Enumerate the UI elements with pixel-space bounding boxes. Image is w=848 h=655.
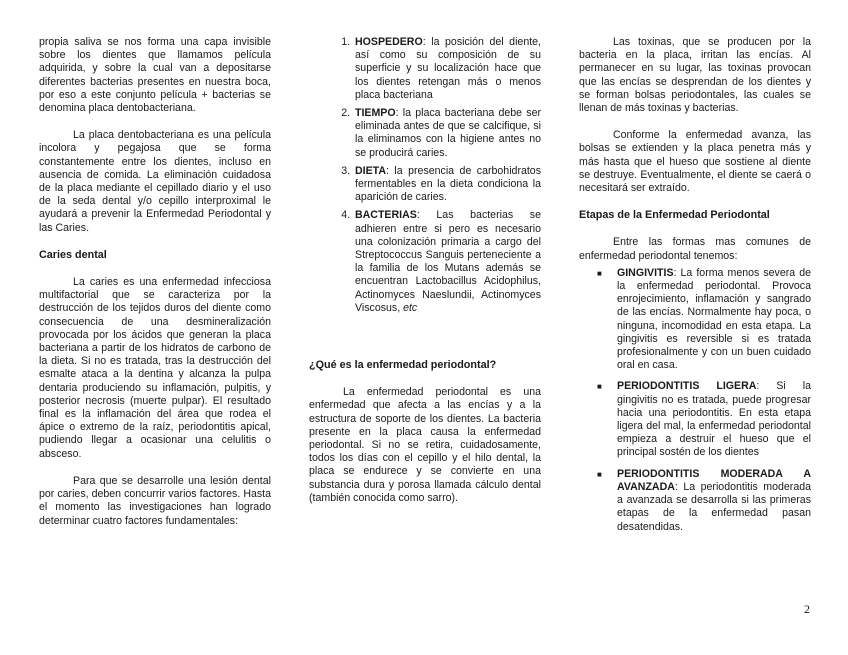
stage-term: PERIODONTITIS LIGERA bbox=[617, 380, 757, 393]
square-bullet-icon: ■ bbox=[597, 469, 602, 479]
list-item-periodontitis-moderada bbox=[597, 467, 811, 534]
column-right bbox=[579, 36, 811, 542]
list-item-hospedero bbox=[353, 36, 541, 102]
paragraph-caries: La caries es una enfermedad infecciosa multifactorial que se caracteriza por la destrucción de los tejidos duros del diente como consecuencia de una desmineralización provocada por los ácidos que generan la placa bacteriana a partir de los hidratos de carbono de la dieta. Si no es tratada, tras la destrucción del esmalte ataca a la dentina y alcanza la pulpa dentaria produciendo su inflamación, pulpitis, y posterior necrosis (muerte pulpar). El resultado final es la inflamación del área que rodea el ápice o extremo de la raíz, periodontitis apical, pudiendo llegar a ocasionar una celulitis o absceso. bbox=[39, 276, 271, 460]
factor-text: : la presencia de carbohidratos fermentables en la dieta condiciona la aparición de caries. bbox=[355, 164, 541, 204]
stage-text: : La forma menos severa de la enfermedad periodontal. Provoca enrojecimiento, inflamación y sangrado de las encías. Normalmente hay poca, o ninguna, incomodidad en esta etapa. La gingivitis es reversible si es tratada profesionalmente y con un buen cuidado oral en casa. bbox=[617, 266, 811, 372]
stage-term: PERIODONTITIS MODERADA A AVANZADA bbox=[617, 467, 811, 493]
factor-text: : la placa bacteriana debe ser eliminada antes de que se calcifique, si la eliminamos con la higiene antes no se producirá caries. bbox=[355, 107, 541, 159]
paragraph-pelicula: propia saliva se nos forma una capa invisible sobre los dientes que llamamos película adquirida, y sobre la cual van a depositarse diferentes bacterias presentes en nuestra boca, por eso a este conjunto película + bacterias se denomina placa dentobacteriana. bbox=[39, 36, 271, 115]
factor-etc: etc bbox=[403, 301, 418, 314]
list-item-periodontitis-ligera bbox=[597, 380, 811, 459]
paragraph-factores-intro: Para que se desarrolle una lesión dental por caries, deben concurrir varios factores. Hasta el momento las investigaciones han logrado determinar cuatro factores fundamentales: bbox=[39, 474, 271, 527]
heading-enfermedad-periodontal: ¿Qué es la enfermedad periodontal? bbox=[309, 359, 497, 372]
factor-term: HOSPEDERO bbox=[355, 36, 423, 48]
factor-term: DIETA bbox=[355, 164, 386, 177]
page-number: 2 bbox=[804, 602, 810, 616]
factor-term: TIEMPO bbox=[355, 107, 396, 120]
factors-list bbox=[309, 36, 541, 315]
paragraph-toxinas: Las toxinas, que se producen por la bacteria en la placa, irritan las encías. Al permanecer en su lugar, las toxinas provocan que las encías se desprendan de los dientes y se forman bolsas periodontales, las cuales se llenan de más toxinas y bacterias. bbox=[579, 36, 811, 115]
paragraph-periodontal: La enfermedad periodontal es una enfermedad que afecta a las encías y a la estructura de soporte de los dientes. La bacteria presente en la placa causa la enfermedad periodontal. Si no se retira, cuidadosamente, todos los días con el cepillo y el hilo dental, la placa se endurece y se convierte en una substancia dura y porosa llamada cálculo dental (también conocida como sarro). bbox=[309, 386, 541, 504]
stage-term: GINGIVITIS bbox=[617, 266, 674, 279]
factor-term: BACTERIAS bbox=[355, 209, 417, 222]
column-left bbox=[39, 36, 271, 528]
list-item-bacterias bbox=[353, 209, 541, 315]
list-item-dieta bbox=[353, 165, 541, 205]
stages-list bbox=[579, 267, 811, 534]
factor-text: : la posición del diente, así como su composición de su superficie y su localización hace que los dientes retengan más o menos placa bacteriana bbox=[355, 36, 541, 101]
paragraph-etapas-intro: Entre las formas mas comunes de enfermedad periodontal tenemos: bbox=[579, 236, 811, 262]
column-middle bbox=[309, 36, 541, 505]
factor-text: : Las bacterias se adhieren entre si pero es necesario una colonización primaria a cargo del Streptococcus Sanguis perteneciente a la familia de los Mutans además se encuentran Lactobacillus Acidophilus, Actinomyces Naeslundii, Actinomyces Viscosus, bbox=[355, 209, 541, 314]
square-bullet-icon: ■ bbox=[597, 382, 602, 392]
heading-caries-dental: Caries dental bbox=[39, 248, 107, 261]
list-item-gingivitis bbox=[597, 266, 811, 373]
heading-etapas: Etapas de la Enfermedad Periodontal bbox=[579, 209, 770, 222]
stage-text: : Si la gingivitis no es tratada, puede progresar hacia una periodontitis. En esta etapa ligera del mal, la enfermedad periodontal empieza a destruir el hueso que el principal sostén de los dientes bbox=[617, 380, 811, 459]
stage-text: : La periodontitis moderada a avanzada se desarrolla si las primeras etapas de la enfermedad pasan desatendidas. bbox=[617, 480, 811, 533]
list-item-tiempo bbox=[353, 107, 541, 160]
paragraph-placa: La placa dentobacteriana es una película incolora y pegajosa que se forma constantemente entre los dientes, incluso en ausencia de comida. La eliminación cuidadosa de la placa mediante el cepillado diario y el uso de la seda dental y/o cepillo interproximal le ayudará a prevenir la Enfermedad Periodontal y las Caries. bbox=[39, 129, 271, 234]
paragraph-avance: Conforme la enfermedad avanza, las bolsas se extienden y la placa penetra más y más hasta que el hueso que sostiene al diente se destruye. Eventualmente, el diente se caerá o necesitará ser extraído. bbox=[579, 129, 811, 195]
square-bullet-icon: ■ bbox=[597, 268, 602, 278]
